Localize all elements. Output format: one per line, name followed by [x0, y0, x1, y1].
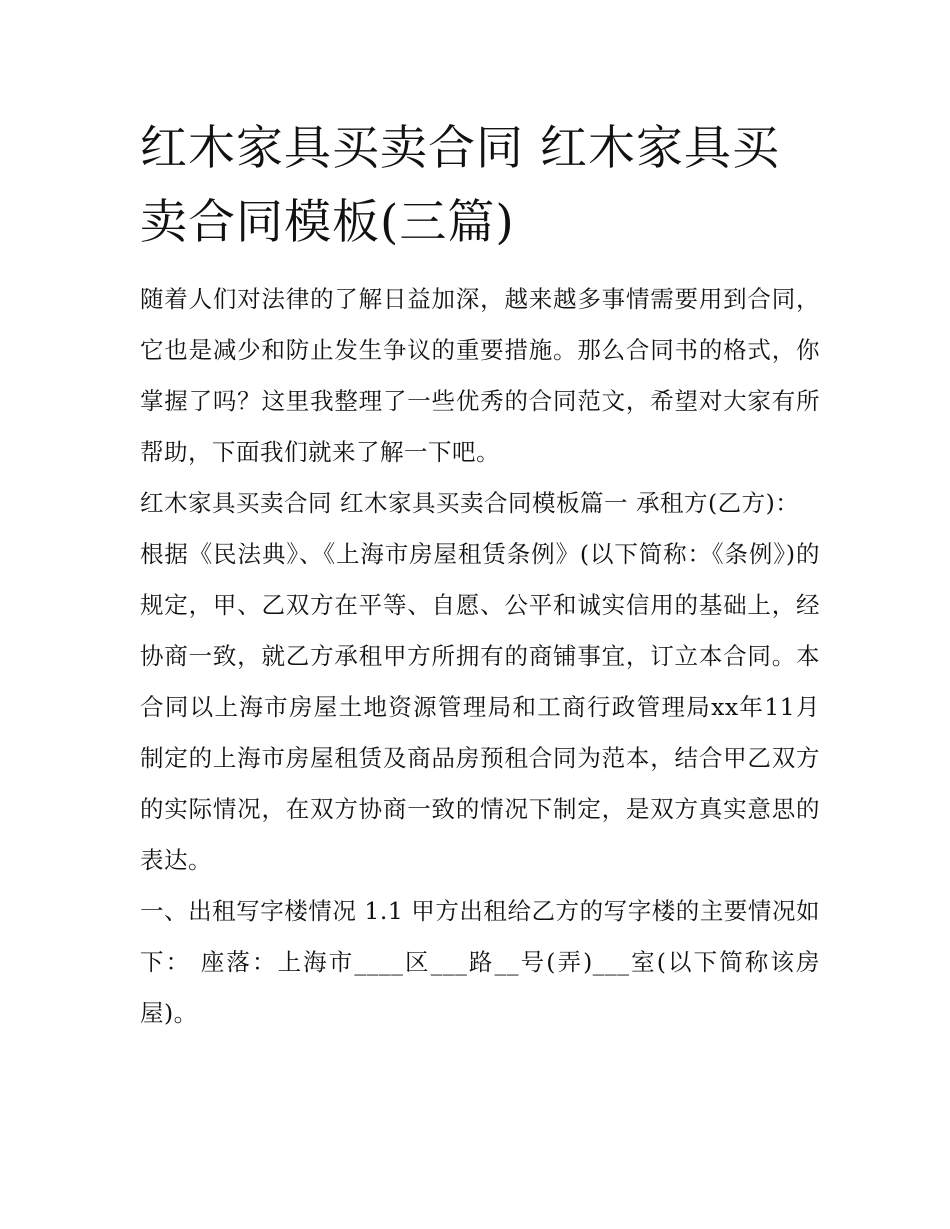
basis-paragraph: 根据《民法典》、《上海市房屋租赁条例》(以下简称：《条例》)的规定，甲、乙双方在平等、自愿、公平和诚实信用的基础上，经协商一致，就乙方承租甲方所拥有的商铺事宜，订立本合同。本合同以上海市房屋土地资源管理局和工商行政管理局xx年11月制定的上海市房屋租赁及商品房预租合同为范本，结合甲乙双方的实际情况，在双方协商一致的情况下制定，是双方真实意思的表达。 — [140, 540, 820, 874]
section-heading-paragraph: 红木家具买卖合同 红木家具买卖合同模板篇一 承租方(乙方)： — [140, 489, 800, 517]
intro-paragraph: 随着人们对法律的了解日益加深，越来越多事情需要用到合同，它也是减少和防止发生争议的重要措施。那么合同书的格式，你掌握了吗？这里我整理了一些优秀的合同范文，希望对大家有所帮助，下面我们就来了解一下吧。 — [140, 285, 820, 466]
document-page — [140, 112, 820, 1039]
clause-one-paragraph: 一、出租写字楼情况 1.1 甲方出租给乙方的写字楼的主要情况如下： 座落：上海市____区___路__号(弄)___室(以下简称该房屋)。 — [140, 897, 820, 1027]
document-title: 红木家具买卖合同 红木家具买卖合同模板(三篇) — [140, 121, 780, 250]
